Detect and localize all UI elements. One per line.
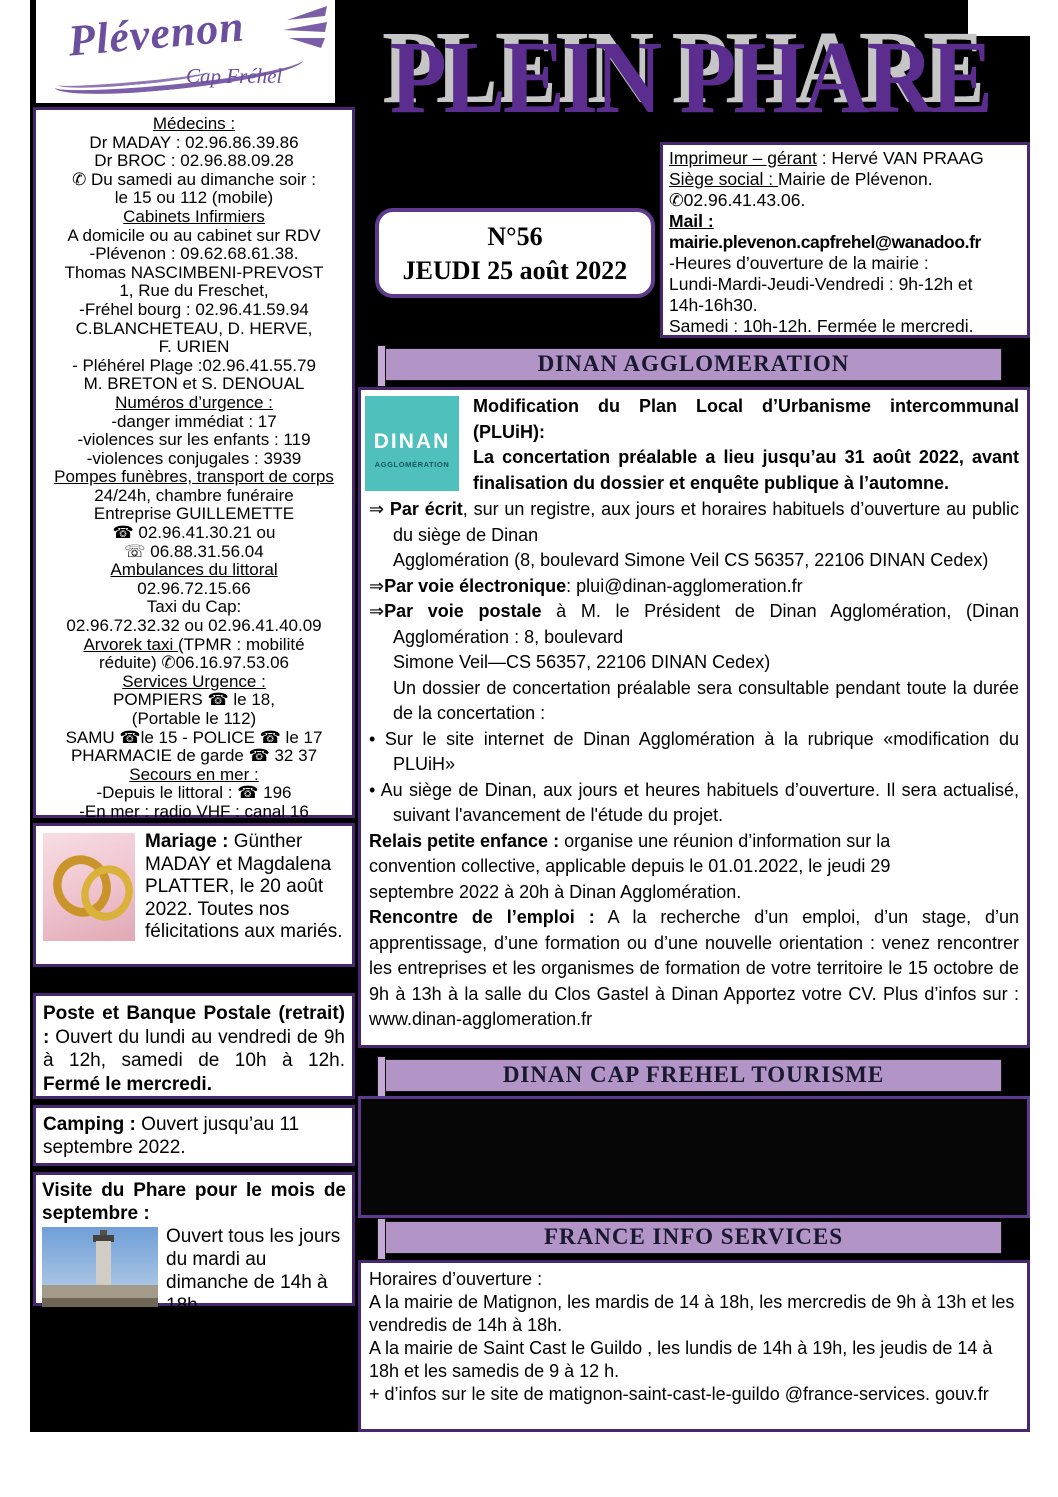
text-line: Visite du Phare pour le mois de septembre : (42, 1180, 346, 1224)
mariage-box (33, 823, 355, 967)
text-line: réduite) ✆06.16.97.53.06 (98, 653, 290, 673)
text-line: Entreprise GUILLEMETTE (93, 504, 295, 524)
issue-box (375, 208, 655, 298)
plevenon-logo-subtitle: Cap Fréhel (186, 64, 283, 88)
text-line: ⇒Par voie électronique: plui@dinan-agglomeration.fr (369, 575, 803, 596)
poste-box (33, 993, 355, 1099)
text-line: ☎ 02.96.41.30.21 ou (112, 523, 276, 543)
lighthouse-base (42, 1285, 158, 1299)
issue-date: JEUDI 25 août 2022 (402, 256, 628, 285)
text-line: Secours en mer : (129, 764, 259, 784)
text-line: A la mairie de Matignon, les mardis de 14 à 18h, les mercredis de 9h à 13h et les vendredis de 14h à 18h. (369, 1292, 1015, 1335)
dinan-logo-title: DINAN (373, 430, 451, 453)
text-line: Imprimeur – gérant : Hervé VAN PRAAG (669, 148, 984, 168)
text-line: ⇒Par voie postale à M. le Président de Dinan Agglomération, (Dinan Agglomération : 8, boulevard Simone Veil—CS 56357, 22106 DINAN Cedex) Un dossier de concertation préalable sera consultable pendant toute la durée de la concertation : (369, 601, 1020, 723)
text-line: F. URIEN (158, 337, 230, 357)
phare-visit-title (42, 1179, 346, 1225)
text-line: Rencontre de l’emploi : A la recherche d’un emploi, d’un stage, d’un apprentissage, d’une formation ou d’une nouvelle orientation : venez rencontrer les entreprises et les organismes de formation de votre territoire le 15 octobre de 9h à 13h à la salle du Clos Gastel à Dinan Apportez votre CV. Plus d’infos sur : www.dinan-agglomeration.fr (369, 907, 1019, 1029)
text-line: - Pléhérel Plage :02.96.41.55.79 (72, 355, 316, 375)
text-line: -Depuis le littoral : ☎ 196 (96, 783, 292, 803)
text-line: Arvorek taxi (TPMR : mobilité (83, 634, 305, 654)
text-line: ☏ 06.88.31.56.04 (124, 541, 264, 561)
lighthouse-beams-icon (267, 4, 329, 59)
text-line: A la mairie de Saint Cast le Guildo , les lundis de 14h à 19h, les jeudis de 14 à 18h et les samedis de 9 à 12 h. (369, 1338, 993, 1381)
text-line: Médecins : (152, 114, 236, 133)
text-line: Lundi-Mardi-Jeudi-Vendredi : 9h-12h et (669, 274, 973, 294)
text-line: -violences sur les enfants : 119 (77, 430, 311, 450)
text-line: Siège social : Mairie de Plévenon. (669, 169, 933, 189)
wedding-rings-photo (43, 833, 135, 941)
text-line: Modification du Plan Local d’Urbanisme intercommunal (PLUiH): (473, 396, 1019, 442)
text-line: Numéros d’urgence : (115, 392, 273, 412)
text-line: -violences conjugales : 3939 (86, 448, 302, 468)
text-line: -danger immédiat : 17 (111, 411, 277, 431)
lighthouse-rocks (42, 1298, 158, 1307)
dinan-agglomeration-logo (365, 396, 459, 491)
banner-tab (377, 1218, 386, 1260)
text-line: Relais petite enfance : organise une réunion d’information sur la convention collective, applicable depuis le 01.01.2022, le jeudi 29 septembre 2022 à 20h à Dinan Agglomération. (369, 830, 891, 902)
text-line: Dr BROC : 02.96.88.09.28 (94, 151, 294, 171)
text-line: -Plévenon : 09.62.68.61.38. (89, 244, 299, 264)
text-line: 1, Rue du Freschet, (119, 281, 269, 301)
text-line: Pompes funèbres, transport de corps (54, 467, 334, 487)
issue-number: N°56 (487, 222, 543, 251)
text-line: Poste et Banque Postale (retrait) : Ouvert du lundi au vendredi de 9h à 12h, samedi de 10h à 12h. Fermé le mercredi. (43, 1003, 345, 1095)
text-line: La concertation préalable a lieu jusqu’au 31 août 2022, avant finalisation du dossier et enquête publique à l’automne. (473, 447, 1019, 493)
banner-dinan-agglomeration: DINAN AGGLOMERATION (385, 348, 1002, 381)
plevenon-logo-text: Plévenon (66, 1, 247, 66)
dinan-logo-subtitle: AGGLOMÉRATION (374, 460, 450, 469)
text-line: 24/24h, chambre funéraire (94, 485, 294, 505)
text-line: -Fréhel bourg : 02.96.41.59.94 (79, 299, 309, 319)
text-line: • Au siège de Dinan, aux jours et heures habituels d’ouverture. Il sera actualisé, suivant l'avancement de l'étude du projet. (369, 779, 1019, 825)
text-line: Dr MADAY : 02.96.86.39.86 (89, 132, 299, 152)
text-line: Camping : Ouvert jusqu’au 11 septembre 2022. (43, 1114, 300, 1158)
masthead-title: PLEIN PHARE (390, 20, 990, 136)
text-line: Samedi : 10h-12h. Fermée le mercredi. (669, 316, 974, 336)
france-info-content-box (358, 1260, 1030, 1432)
dinan-paragraphs (369, 394, 1019, 1033)
dinan-content-box (358, 387, 1030, 1048)
text-line: 02.96.72.15.66 (137, 578, 251, 598)
text-line: Mail : (669, 211, 714, 231)
plevenon-logo (36, 0, 335, 103)
text-line: ✆ Du samedi au dimanche soir : (72, 169, 316, 189)
text-line: -Heures d’ouverture de la mairie : (669, 253, 929, 273)
lighthouse-photo (42, 1227, 158, 1307)
text-line: (Portable le 112) (131, 709, 257, 728)
imprimeur-box (660, 142, 1030, 338)
banner-france-info-services: FRANCE INFO SERVICES (385, 1221, 1002, 1254)
page-background (30, 0, 1030, 1432)
text-line: -En mer : radio VHF : canal 16 (79, 801, 309, 821)
banner-tab (377, 1056, 386, 1098)
text-line: + d’infos sur le site de matignon-saint-cast-le-guildo @france-services. gouv.fr (369, 1384, 989, 1404)
text-line: C.BLANCHETEAU, D. HERVE, (75, 318, 313, 338)
text-line: Thomas NASCIMBENI-PREVOST (64, 262, 324, 282)
text-line: SAMU ☎le 15 - POLICE ☎ le 17 (65, 727, 323, 747)
text-line: ✆02.96.41.43.06. (669, 190, 806, 210)
text-line: ⇒ Par écrit, sur un registre, aux jours et horaires habituels d’ouverture au public du siège de Dinan Agglomération (8, boulevard Simone Veil CS 56357, 22106 DINAN Cedex) (369, 499, 1019, 570)
text-line: Taxi du Cap: (146, 597, 242, 617)
banner-dinan-cap-frehel-tourisme: DINAN CAP FREHEL TOURISME (385, 1059, 1002, 1092)
text-line: 02.96.72.32.32 ou 02.96.41.40.09 (66, 616, 322, 636)
text-line: 14h-16h30. (669, 295, 758, 315)
phare-visit-box (33, 1172, 355, 1316)
text-line: M. BRETON et S. DENOUAL (83, 374, 305, 394)
text-line: mairie.plevenon.capfrehel@wanadoo.fr (669, 232, 981, 252)
text-line: • Sur le site internet de Dinan Agglomération à la rubrique «modification du PLUiH» (369, 728, 1019, 774)
tourisme-content-box (358, 1096, 1030, 1218)
text-line: Horaires d’ouverture : (369, 1269, 543, 1289)
text-line: le 15 ou 112 (mobile) (114, 188, 274, 208)
text-line: POMPIERS ☎ le 18, (113, 690, 275, 710)
contacts-box (33, 107, 355, 821)
banner-tab (377, 345, 386, 387)
text-line: Services Urgence : (122, 671, 266, 691)
text-line: Mariage : Günther MADAY et Magdalena PLATTER, le 20 août 2022. Toutes nos félicitations aux mariés. (145, 831, 343, 942)
text-line: PHARMACIE de garde ☎ 32 37 (70, 746, 318, 766)
text-line: A domicile ou au cabinet sur RDV (67, 225, 321, 245)
text-line: Cabinets Infirmiers (123, 206, 265, 226)
text-line: Ambulances du littoral (110, 560, 278, 580)
text-line: Ouvert tous les jours du mardi au dimanche de 14h à 18h (166, 1226, 341, 1316)
lighthouse-tower (96, 1241, 111, 1285)
camping-box (33, 1105, 355, 1166)
